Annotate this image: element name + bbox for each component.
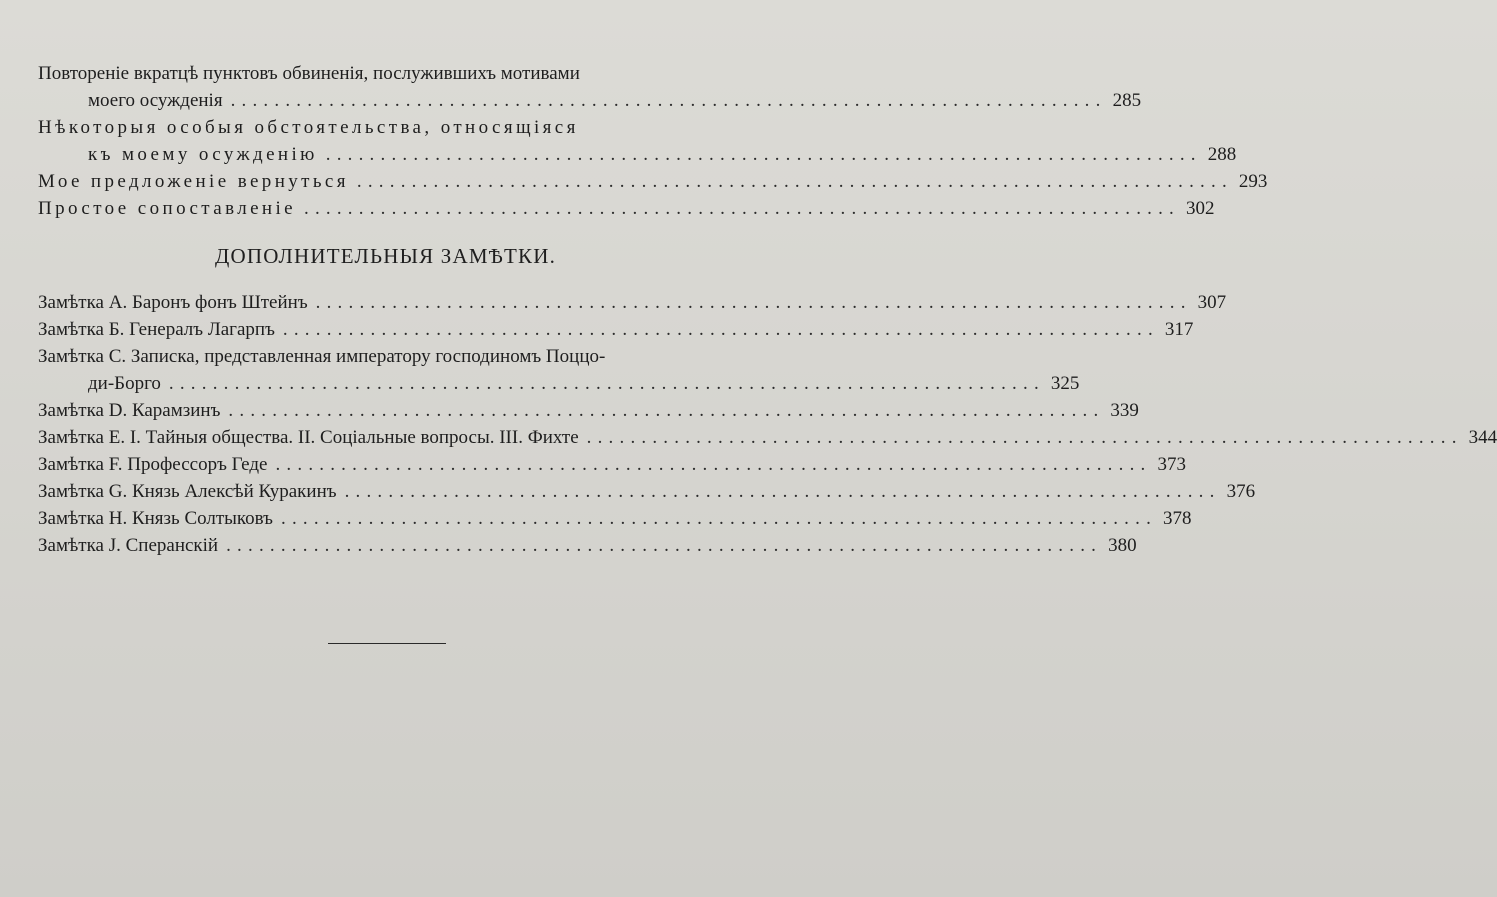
note-entry	[38, 478, 1256, 505]
toc-page-number: 288	[1207, 144, 1237, 165]
dot-leader: ................................................................................	[275, 454, 1152, 475]
toc-entry-title: Повтореніе вкратцѣ пунктовъ обвиненія, послужившихъ мотивами	[38, 63, 580, 84]
note-title-continued: ди-Борго	[88, 373, 161, 394]
note-entry	[38, 424, 1497, 451]
dot-leader: ................................................................................	[282, 319, 1159, 340]
toc-entry-title-continued: моего осужденія	[88, 90, 223, 111]
toc-entry-title: Нѣкоторыя особыя обстоятельства, относящіяся	[38, 117, 579, 138]
toc-entry-continuation	[38, 141, 1237, 168]
toc-entry	[38, 168, 1268, 195]
note-title: Замѣтка J. Сперанскій	[38, 535, 219, 556]
note-page-number: 307	[1197, 292, 1227, 313]
dot-leader: ................................................................................	[304, 198, 1180, 219]
note-entry	[38, 343, 1080, 397]
toc-entry	[38, 195, 1215, 222]
closing-rule	[328, 643, 446, 644]
section-heading: ДОПОЛНИТЕЛЬНЫЯ ЗАМѢТКИ.	[214, 244, 557, 268]
toc-entry	[38, 114, 1237, 168]
note-entry	[38, 397, 1139, 424]
note-entry	[38, 451, 1186, 478]
note-title: Замѣтка F. Профессоръ Геде	[38, 454, 268, 475]
dot-leader: ................................................................................	[228, 400, 1105, 421]
note-title: Замѣтка D. Карамзинъ	[38, 400, 221, 421]
dot-leader: ................................................................................	[325, 144, 1202, 165]
note-entry	[38, 505, 1192, 532]
dot-leader: ................................................................................	[315, 292, 1192, 313]
note-page-number: 325	[1050, 373, 1080, 394]
note-title: Замѣтка А. Баронъ фонъ Штейнъ	[38, 292, 308, 313]
note-title: Замѣтка Б. Генералъ Лагарпъ	[38, 319, 275, 340]
note-page-number: 339	[1110, 400, 1139, 421]
table-of-contents	[38, 60, 1497, 559]
dot-leader: ................................................................................	[226, 535, 1103, 556]
dot-leader: ................................................................................	[344, 481, 1221, 502]
toc-page-number: 293	[1238, 171, 1268, 192]
dot-leader: ................................................................................	[356, 171, 1233, 192]
note-page-number: 378	[1163, 508, 1192, 529]
note-entry	[38, 532, 1137, 559]
note-entry	[38, 289, 1227, 316]
note-page-number: 376	[1226, 481, 1256, 502]
note-entry-continuation	[38, 370, 1080, 397]
note-page-number: 344	[1468, 427, 1497, 448]
dot-leader: ................................................................................	[230, 90, 1107, 111]
toc-page-number: 302	[1186, 198, 1215, 219]
toc-page-number: 285	[1112, 90, 1142, 111]
toc-entry-title-continued: къ моему осужденію	[88, 144, 318, 165]
note-entry	[38, 316, 1194, 343]
toc-entry-title: Простое сопоставленіе	[38, 198, 296, 219]
dot-leader: ................................................................................	[168, 373, 1045, 394]
dot-leader: ................................................................................	[586, 427, 1463, 448]
note-title: Замѣтка G. Князь Алексѣй Куракинъ	[38, 481, 337, 502]
toc-entry-title: Мое предложеніе вернуться	[38, 171, 349, 192]
toc-entry-continuation	[38, 87, 1142, 114]
dot-leader: ................................................................................	[281, 508, 1158, 529]
note-title: Замѣтка Н. Князь Солтыковъ	[38, 508, 274, 529]
note-title: Замѣтка Е. I. Тайныя общества. II. Соціальные вопросы. III. Фихте	[38, 427, 579, 448]
note-page-number: 317	[1164, 319, 1194, 340]
note-title: Замѣтка С. Записка, представленная императору господиномъ Поццо-	[38, 346, 606, 367]
note-page-number: 373	[1157, 454, 1186, 475]
note-page-number: 380	[1108, 535, 1137, 556]
toc-entry	[38, 60, 1142, 114]
